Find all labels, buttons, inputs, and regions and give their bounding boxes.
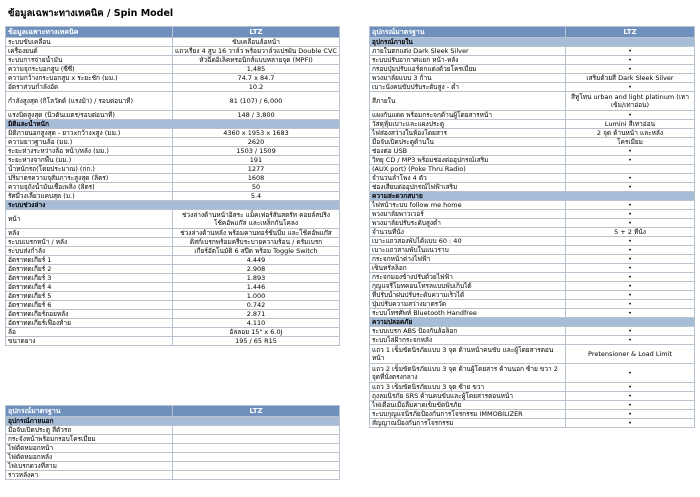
row-label: ไฟตัดหมอกหน้า bbox=[6, 444, 173, 453]
row-value: • bbox=[566, 183, 695, 192]
table-row bbox=[6, 292, 340, 301]
table-row bbox=[6, 337, 340, 346]
table-row bbox=[370, 282, 695, 291]
row-value: • bbox=[566, 364, 695, 383]
table-row bbox=[370, 291, 695, 300]
row-value: • bbox=[566, 174, 695, 183]
table-row bbox=[370, 138, 695, 147]
row-label: แถว 3 เข็มขัดนิรภัยแบบ 3 จุด ซ้าย ขวา bbox=[370, 383, 566, 392]
row-value: ช่วงล่างด้านหลัง พร้อมคานทอร์ชั่นบีม และโช้คอัพแก๊ส bbox=[173, 229, 340, 238]
row-label: วิทยุ CD / MP3 พร้อมช่องต่ออุปกรณ์เสริม bbox=[370, 156, 566, 165]
table-row bbox=[370, 83, 695, 92]
row-value: อัลลอย 15" x 6.0J bbox=[173, 328, 340, 337]
table-row bbox=[370, 210, 695, 219]
row-value: Lumini สีเทาอ่อน bbox=[566, 120, 695, 129]
table-row bbox=[6, 147, 340, 156]
row-label: แถว 2 เข็มขัดนิรภัยแบบ 3 จุด ด้านผู้โดยสาร ด้านนอก ซ้าย ขวา 2 จุดที่นั่งตรงกลาง bbox=[370, 364, 566, 383]
section-title: อุปกรณ์ภายใน bbox=[370, 38, 695, 47]
table-row bbox=[370, 120, 695, 129]
row-label: ระบบเบรกหน้า / หลัง bbox=[6, 238, 173, 247]
row-value: • bbox=[566, 410, 695, 419]
row-value bbox=[173, 435, 340, 444]
row-label: ความจุถังน้ำมันเชื้อเพลิง (ลิตร) bbox=[6, 183, 173, 192]
table-row bbox=[6, 83, 340, 92]
row-label: น้ำหนักรถ(โดยประมาณ) (กก.) bbox=[6, 165, 173, 174]
row-value: • bbox=[566, 291, 695, 300]
row-value: หัวฉีดอิเล็คทรอนิกส์แบบหลายจุด (MPFI) bbox=[173, 56, 340, 65]
table-row bbox=[370, 74, 695, 83]
table-row bbox=[6, 453, 340, 462]
table-row bbox=[370, 383, 695, 392]
section-title: ความปลอดภัย bbox=[370, 318, 695, 327]
row-value: • bbox=[566, 392, 695, 401]
row-label: ระบบการจ่ายน้ำมัน bbox=[6, 56, 173, 65]
table-row bbox=[370, 364, 695, 383]
row-label: ภายในตกแต่ง Dark Sleek Silver bbox=[370, 47, 566, 56]
row-value: • bbox=[566, 246, 695, 255]
row-label: ปุ่มปรับความสว่างมาตรวัด bbox=[370, 300, 566, 309]
table-row bbox=[6, 283, 340, 292]
table-row bbox=[6, 47, 340, 56]
row-label: จำนวนลำโพง 4 ตัว bbox=[370, 174, 566, 183]
section-row bbox=[6, 120, 340, 129]
table-row bbox=[6, 274, 340, 283]
table-row bbox=[370, 336, 695, 345]
table-row bbox=[370, 410, 695, 419]
table-row bbox=[370, 201, 695, 210]
table-row bbox=[6, 56, 340, 65]
row-label: ระบบส่งกำลัง bbox=[6, 247, 173, 256]
row-label: พวงมาลัยปรับระดับสูงต่ำ bbox=[370, 219, 566, 228]
row-value: • bbox=[566, 56, 695, 65]
row-value: 5 + 2 ที่นั่ง bbox=[566, 228, 695, 237]
table-row bbox=[370, 165, 695, 174]
row-label: อัตราทดเกียร์ 6 bbox=[6, 301, 173, 310]
row-value: • bbox=[566, 201, 695, 210]
table-row bbox=[6, 435, 340, 444]
table-row bbox=[370, 111, 695, 120]
row-value: 10.2 bbox=[173, 83, 340, 92]
table-row bbox=[6, 174, 340, 183]
row-label: ความจุกระบอกสูบ (ซีซี) bbox=[6, 65, 173, 74]
row-label: ที่ปรับน้ำฝนปรับระดับความเร็วได้ bbox=[370, 291, 566, 300]
table-row bbox=[6, 129, 340, 138]
row-label: แรงบิดสูงสุด (นิวตันเมตร/รอบต่อนาที) bbox=[6, 111, 173, 120]
row-value: 1,485 bbox=[173, 65, 340, 74]
header-model: LTZ bbox=[173, 27, 340, 38]
row-value: • bbox=[566, 111, 695, 120]
table-row bbox=[6, 192, 340, 201]
table-row bbox=[6, 138, 340, 147]
row-label: จำนวนที่นั่ง bbox=[370, 228, 566, 237]
row-label: ไฟเตือนเมื่อลืมคาดเข็มขัดนิรภัย bbox=[370, 401, 566, 410]
table-row bbox=[6, 156, 340, 165]
row-label: รัศมีวงเลี้ยวแคบสุด (ม.) bbox=[6, 192, 173, 201]
row-value: • bbox=[566, 47, 695, 56]
row-label: อัตราทดเกียร์ 5 bbox=[6, 292, 173, 301]
row-value: • bbox=[566, 219, 695, 228]
table-row bbox=[370, 255, 695, 264]
table-row bbox=[370, 65, 695, 74]
row-label: ล้อ bbox=[6, 328, 173, 337]
table-row bbox=[370, 264, 695, 273]
section-title: อุปกรณ์ภายนอก bbox=[6, 417, 340, 426]
row-label: กรอบปุ่มปรับแอร์ตกแต่งด้วยโครเมียม bbox=[370, 65, 566, 74]
row-label: กำลังสูงสุด (กิโลวัตต์ (แรงม้า) / รอบต่อนาที) bbox=[6, 92, 173, 111]
table-row bbox=[6, 65, 340, 74]
row-value: 2620 bbox=[173, 138, 340, 147]
row-label: ระบบเบรก ABS ป้องกันล้อล็อก bbox=[370, 327, 566, 336]
row-label: เครื่องยนต์ bbox=[6, 47, 173, 56]
row-label: กระจกมองข้างปรับด้วยไฟฟ้า bbox=[370, 273, 566, 282]
row-value: ขับเคลื่อนล้อหน้า bbox=[173, 38, 340, 47]
table-row bbox=[6, 444, 340, 453]
row-label: อัตราทดเกียร์ถอยหลัง bbox=[6, 310, 173, 319]
row-value: • bbox=[566, 383, 695, 392]
header-label: อุปกรณ์มาตรฐาน bbox=[6, 406, 173, 417]
row-label: พวงมาลัยแบบ 3 ก้าน bbox=[370, 74, 566, 83]
row-value: 2 จุด ด้านหน้า และหลัง bbox=[566, 129, 695, 138]
table-row bbox=[6, 328, 340, 337]
row-value: 4.110 bbox=[173, 319, 340, 328]
row-label: ไฟตัดหมอกหลัง bbox=[6, 453, 173, 462]
row-label: กระจกหน้าต่างไฟฟ้า bbox=[370, 255, 566, 264]
header-model: LTZ bbox=[173, 406, 340, 417]
table-row bbox=[370, 56, 695, 65]
row-value: • bbox=[566, 65, 695, 74]
row-value: ช่วงล่างด้านหน้าอิสระ แม็คเฟอร์สันสตรัท คอยล์สปริง โช้คอัพแก๊ส และเหล็กกันโคลง bbox=[173, 210, 340, 229]
section-row bbox=[370, 38, 695, 47]
row-label: ราวหลังคา bbox=[6, 471, 173, 480]
standard-equipment-table bbox=[369, 26, 695, 428]
row-value: 2.908 bbox=[173, 265, 340, 274]
table-row bbox=[6, 74, 340, 83]
row-value: • bbox=[566, 309, 695, 318]
row-value: 1.000 bbox=[173, 292, 340, 301]
table-row bbox=[370, 129, 695, 138]
row-value: โครเมียม bbox=[566, 138, 695, 147]
row-label: มือจับเปิดประตูด้านใน bbox=[370, 138, 566, 147]
table-row bbox=[6, 256, 340, 265]
row-label: อัตราทดเกียร์ 1 bbox=[6, 256, 173, 265]
table-row bbox=[370, 246, 695, 255]
table-row bbox=[6, 92, 340, 111]
table-row bbox=[6, 247, 340, 256]
table-row bbox=[370, 147, 695, 156]
table-row bbox=[6, 165, 340, 174]
row-label: มิติภายนอกสูงสุด - ยาวxกว้างxสูง (มม.) bbox=[6, 129, 173, 138]
row-label: ขนาดยาง bbox=[6, 337, 173, 346]
row-label: ระยะห่างจากพื้น (มม.) bbox=[6, 156, 173, 165]
row-value: แถวเรียง 4 สูบ 16 วาล์ว พร้อมวาล์วแปรผัน Double CVC bbox=[173, 47, 340, 56]
section-row bbox=[370, 192, 695, 201]
row-label: ระบบกุญแจนิรภัยป้องกันการโจรกรรม IMMOBILIZER bbox=[370, 410, 566, 419]
row-label: อัตราทดเกียร์ 2 bbox=[6, 265, 173, 274]
row-value: 5.4 bbox=[173, 192, 340, 201]
table-row bbox=[370, 392, 695, 401]
table-header-row bbox=[6, 406, 340, 417]
row-value bbox=[173, 453, 340, 462]
table-row bbox=[6, 471, 340, 480]
row-value: 148 / 3,800 bbox=[173, 111, 340, 120]
row-value: 195 / 65 R15 bbox=[173, 337, 340, 346]
section-row bbox=[6, 417, 340, 426]
row-label: ไฟเบรกดวงที่สาม bbox=[6, 462, 173, 471]
table-row bbox=[6, 319, 340, 328]
row-label: เบาะแถวสองพับได้แบบ 60 : 40 bbox=[370, 237, 566, 246]
row-value bbox=[173, 471, 340, 480]
row-label: ระบบปรับอากาศแยก หน้า-หลัง bbox=[370, 56, 566, 65]
row-value: 1.446 bbox=[173, 283, 340, 292]
technical-specs-table bbox=[5, 26, 340, 346]
page-title: ข้อมูลเฉพาะทางเทคนิค / Spin Model bbox=[8, 8, 174, 19]
table-row bbox=[370, 419, 695, 428]
table-row bbox=[370, 228, 695, 237]
row-value: • bbox=[566, 237, 695, 246]
row-value: • bbox=[566, 419, 695, 428]
table-row bbox=[6, 426, 340, 435]
row-value: • bbox=[566, 300, 695, 309]
table-row bbox=[370, 174, 695, 183]
table-row bbox=[6, 229, 340, 238]
table-header-row bbox=[6, 27, 340, 38]
row-label: ระบบโทรศัพท์ Bluetooth Handfree bbox=[370, 309, 566, 318]
row-value bbox=[173, 444, 340, 453]
table-row bbox=[6, 301, 340, 310]
row-value: • bbox=[566, 147, 695, 156]
table-row bbox=[370, 401, 695, 410]
row-label: เบาะแถวสามพับในแนวราบ bbox=[370, 246, 566, 255]
row-value: 81 (107) / 6,000 bbox=[173, 92, 340, 111]
row-value: 50 bbox=[173, 183, 340, 192]
section-title: มิติและน้ำหนัก bbox=[6, 120, 340, 129]
table-row bbox=[370, 309, 695, 318]
row-value: เกียร์อัตโนมัติ 6 สปีด พร้อม Toggle Switch bbox=[173, 247, 340, 256]
table-row bbox=[6, 111, 340, 120]
row-value: 4360 x 1953 x 1683 bbox=[173, 129, 340, 138]
row-label: หน้า bbox=[6, 210, 173, 229]
row-value: 1.893 bbox=[173, 274, 340, 283]
row-value: 74.7 x 84.7 bbox=[173, 74, 340, 83]
row-value: • bbox=[566, 336, 695, 345]
table-row bbox=[6, 38, 340, 47]
header-model: LTZ bbox=[566, 27, 695, 38]
row-value bbox=[173, 426, 340, 435]
table-header-row bbox=[370, 27, 695, 38]
row-value: Pretensioner & Load Limit bbox=[566, 345, 695, 364]
row-label: แผงกันแดด พร้อมกระจกด้านผู้โดยสารหน้า bbox=[370, 111, 566, 120]
row-value: 191 bbox=[173, 156, 340, 165]
row-label: สีภายใน bbox=[370, 92, 566, 111]
table-row bbox=[370, 327, 695, 336]
row-value: 0.742 bbox=[173, 301, 340, 310]
table-row bbox=[6, 462, 340, 471]
row-label: แถว 1 เข็มขัดนิรภัยแบบ 3 จุด ด้านหน้าคนขับ และผู้โดยสารตอนหน้า bbox=[370, 345, 566, 364]
row-value: • bbox=[566, 327, 695, 336]
row-value: เสริมด้วยสี Dark Sleek Silver bbox=[566, 74, 695, 83]
row-value bbox=[566, 165, 695, 174]
section-title: ความสะดวกสบาย bbox=[370, 192, 695, 201]
row-value: 1277 bbox=[173, 165, 340, 174]
row-label: สัญญาณป้องกันการโจรกรรม bbox=[370, 419, 566, 428]
row-value bbox=[173, 462, 340, 471]
row-label: ความยาวฐานล้อ (มม.) bbox=[6, 138, 173, 147]
row-value: ดิสก์เบรกพร้อมครีบระบายความร้อน / ดรัมเบรก bbox=[173, 238, 340, 247]
row-label: ปริมาตรความจุสัมภาระสูงสุด (ลิตร) bbox=[6, 174, 173, 183]
row-label: มือจับเปิดประตู สีตัวรถ bbox=[6, 426, 173, 435]
row-value: • bbox=[566, 264, 695, 273]
row-label: (AUX port) (Poke Thru Radio) bbox=[370, 165, 566, 174]
row-value: • bbox=[566, 156, 695, 165]
header-label: อุปกรณ์มาตรฐาน bbox=[370, 27, 566, 38]
standard-equipment-exterior-table bbox=[5, 405, 340, 480]
row-value: สีทูโทน urban and light platinum (เทาเข้ม/เทาอ่อน) bbox=[566, 92, 695, 111]
table-row bbox=[6, 183, 340, 192]
row-value: • bbox=[566, 255, 695, 264]
row-label: ระบบไล่ฝ้ากระจกหลัง bbox=[370, 336, 566, 345]
row-value: 2.871 bbox=[173, 310, 340, 319]
table-row bbox=[370, 156, 695, 165]
row-value: • bbox=[566, 273, 695, 282]
header-label: ข้อมูลเฉพาะทางเทคนิค bbox=[6, 27, 173, 38]
table-row bbox=[6, 238, 340, 247]
row-label: ระยะห่างระหว่างล้อ หน้า/หลัง (มม.) bbox=[6, 147, 173, 156]
row-label: กุญแจรีโมทคอนโทรลแบบพับเก็บได้ bbox=[370, 282, 566, 291]
row-value: • bbox=[566, 282, 695, 291]
section-row bbox=[370, 318, 695, 327]
table-row bbox=[370, 273, 695, 282]
table-row bbox=[370, 183, 695, 192]
row-label: ช่องเสียบต่ออุปกรณ์ไฟฟ้าเสริม bbox=[370, 183, 566, 192]
row-value: • bbox=[566, 83, 695, 92]
row-label: อัตราทดเกียร์ 3 bbox=[6, 274, 173, 283]
row-label: ไฟหน้าระบบ follow me home bbox=[370, 201, 566, 210]
row-label: ถุงลมนิรภัย SRS ด้านคนขับและผู้โดยสารตอนหน้า bbox=[370, 392, 566, 401]
table-row bbox=[6, 310, 340, 319]
row-label: เบาะนั่งคนขับปรับระดับสูง - ต่ำ bbox=[370, 83, 566, 92]
row-value: • bbox=[566, 401, 695, 410]
table-row bbox=[6, 265, 340, 274]
row-label: อัตราส่วนกำลังอัด bbox=[6, 83, 173, 92]
table-row bbox=[6, 210, 340, 229]
row-label: หลัง bbox=[6, 229, 173, 238]
row-label: อัตราทดเกียร์เฟืองท้าย bbox=[6, 319, 173, 328]
row-value: • bbox=[566, 210, 695, 219]
row-label: เซ็นทรัลล็อก bbox=[370, 264, 566, 273]
row-label: ระบบขับเคลื่อน bbox=[6, 38, 173, 47]
row-value: 1503 / 1509 bbox=[173, 147, 340, 156]
table-row bbox=[370, 47, 695, 56]
table-row bbox=[370, 92, 695, 111]
row-label: อัตราทดเกียร์ 4 bbox=[6, 283, 173, 292]
row-label: วัสดุหุ้มเบาะและแผงประตู bbox=[370, 120, 566, 129]
section-row bbox=[6, 201, 340, 210]
row-label: พวงมาลัยพาวเวอร์ bbox=[370, 210, 566, 219]
section-title: ระบบช่วงล่าง bbox=[6, 201, 340, 210]
table-row bbox=[370, 219, 695, 228]
row-value: 4.449 bbox=[173, 256, 340, 265]
row-label: ไฟส่องสว่างในห้องโดยสาร bbox=[370, 129, 566, 138]
table-row bbox=[370, 345, 695, 364]
table-row bbox=[370, 237, 695, 246]
row-value: 1608 bbox=[173, 174, 340, 183]
table-row bbox=[370, 300, 695, 309]
row-label: กระจังหน้าพร้อมกรอบโครเมียม bbox=[6, 435, 173, 444]
row-label: ความกว้างกระบอกสูบ x ระยะชัก (มม.) bbox=[6, 74, 173, 83]
row-label: ช่องต่อ USB bbox=[370, 147, 566, 156]
